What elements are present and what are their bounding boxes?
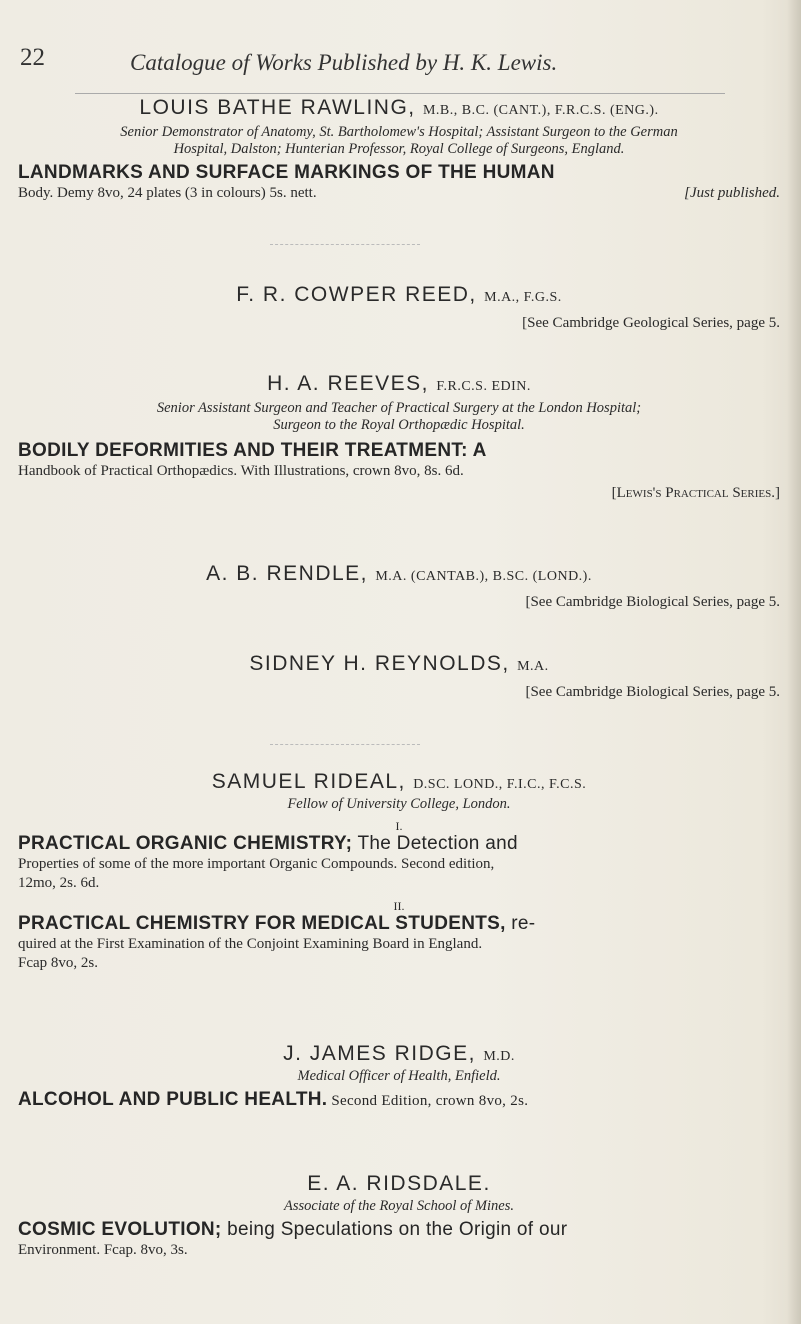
work-title: COSMIC EVOLUTION; being Speculations on the Origin of our (18, 1219, 568, 1240)
header-rule (75, 93, 725, 94)
series-reference: [See Cambridge Geological Series, page 5. (522, 315, 780, 331)
work-title: ALCOHOL AND PUBLIC HEALTH. Second Edition, crown 8vo, 2s. (18, 1089, 529, 1110)
series-reference: [Lewis's Practical Series.] (611, 485, 780, 501)
author-name: A. B. RENDLE, M.A. (CANTAB.), B.SC. (LOND.). (206, 562, 592, 585)
author-credentials: M.A. (CANTAB.), B.SC. (LOND.). (375, 569, 592, 584)
series-reference: [See Cambridge Biological Series, page 5. (525, 684, 780, 700)
author-credentials: M.A., F.G.S. (484, 290, 562, 305)
author-description: Fellow of University College, London. (287, 796, 511, 812)
entry-reynolds (18, 652, 780, 702)
author-name: SAMUEL RIDEAL, D.SC. LOND., F.I.C., F.C.S. (211, 770, 587, 793)
entry-rendle (18, 562, 780, 612)
entry-rawling (18, 96, 780, 203)
author-name: H. A. REEVES, F.R.C.S. EDIN. (267, 372, 531, 395)
author-name: SIDNEY H. REYNOLDS, M.A. (249, 652, 549, 675)
work-title: BODILY DEFORMITIES AND THEIR TREATMENT: A (18, 440, 487, 461)
author-credentials: M.A. (517, 659, 549, 674)
page-header (20, 44, 760, 84)
running-title: Catalogue of Works Published by H. K. Lewis. (130, 50, 558, 75)
work-title: PRACTICAL CHEMISTRY FOR MEDICAL STUDENTS, re- (18, 913, 536, 934)
entry-rideal (18, 770, 780, 973)
entry-ridge (18, 1042, 780, 1112)
author-description: Associate of the Royal School of Mines. (284, 1198, 514, 1214)
author-name: J. JAMES RIDGE, M.D. (283, 1042, 515, 1065)
author-name: LOUIS BATHE RAWLING, M.B., B.C. (CANT.), F.R.C.S. (ENG.). (139, 96, 659, 119)
author-name: E. A. RIDSDALE. (307, 1172, 491, 1195)
work-details: quired at the First Examination of the Conjoint Examining Board in England. Fcap 8vo, 2s. (18, 936, 483, 971)
entry-reeves (18, 372, 780, 503)
series-reference: [See Cambridge Biological Series, page 5. (525, 594, 780, 610)
work-details: Environment. Fcap. 8vo, 3s. (18, 1242, 188, 1258)
work-title: LANDMARKS AND SURFACE MARKINGS OF THE HUMAN (18, 162, 555, 183)
work-details-row (18, 184, 780, 203)
author-name: F. R. COWPER REED, M.A., F.G.S. (236, 283, 562, 306)
work-numeral: II. (393, 899, 405, 913)
separator (270, 244, 420, 245)
work-details: Body. Demy 8vo, 24 plates (3 in colours) 5s. nett. (18, 185, 317, 201)
author-description: Senior Assistant Surgeon and Teacher of Practical Surgery at the London Hospital; Surgeon to the Royal Orthopædic Hospital. (156, 400, 642, 433)
author-credentials: D.SC. LOND., F.I.C., F.C.S. (413, 777, 587, 792)
page-number: 22 (20, 44, 45, 71)
entry-reed (18, 283, 780, 333)
work-details: Properties of some of the more important Organic Compounds. Second edition, 12mo, 2s. 6d. (18, 856, 495, 891)
publication-note: [Just published. (684, 185, 780, 201)
author-description: Medical Officer of Health, Enfield. (297, 1068, 501, 1084)
author-credentials: F.R.C.S. EDIN. (436, 379, 531, 394)
work-details: Handbook of Practical Orthopædics. With Illustrations, crown 8vo, 8s. 6d. (18, 463, 464, 479)
work-title: PRACTICAL ORGANIC CHEMISTRY; The Detection and (18, 833, 518, 854)
page-edge-shadow (787, 0, 801, 1324)
author-credentials: M.B., B.C. (CANT.), F.R.C.S. (ENG.). (422, 103, 659, 118)
entry-ridsdale (18, 1172, 780, 1260)
work-numeral: I. (395, 819, 403, 833)
author-credentials: M.D. (483, 1049, 515, 1064)
separator (270, 744, 420, 745)
author-description: Senior Demonstrator of Anatomy, St. Bartholomew's Hospital; Assistant Surgeon to the German Hospital, Dalston; Hunterian Professor, Royal College of Surgeons, England. (120, 124, 678, 157)
